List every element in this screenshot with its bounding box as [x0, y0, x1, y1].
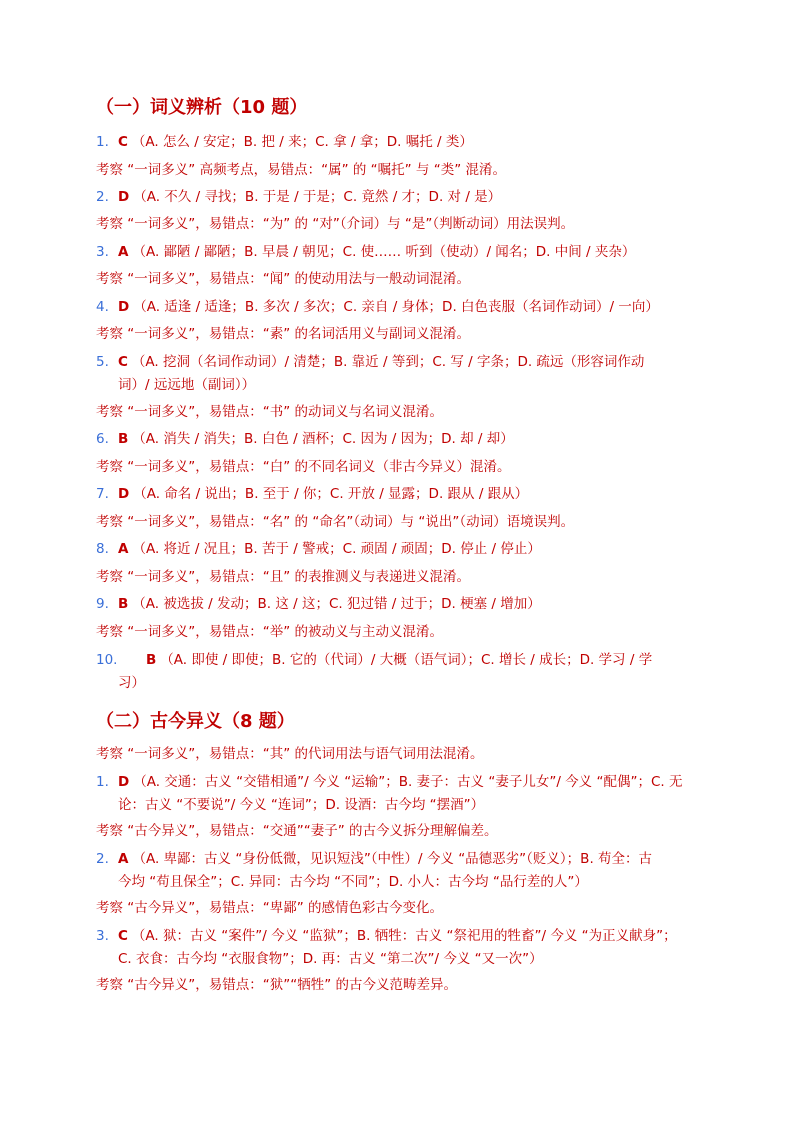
question-number: 10.	[96, 652, 118, 668]
answer-explanation: （A. 适逢 / 适逢；B. 多次 / 多次；C. 亲自 / 身体；D. 白色丧服（名词作动词）/ 一向）	[133, 299, 659, 315]
answer-explanation: （A. 鄙陋 / 鄙陋；B. 早晨 / 朝见；C. 使…… 听到（使动）/ 闻名；D. 中间 / 夹杂）	[132, 244, 636, 260]
answer-letter: C	[118, 354, 128, 370]
answer-explanation-cont: C. 衣食：古今均 “衣服食物”；D. 再：古义 “第二次”/ 今义 “又一次”）	[118, 951, 543, 967]
answer-explanation-cont: 词）/ 远远地（副词））	[118, 377, 256, 393]
answer-explanation: （A. 消失 / 消失；B. 白色 / 酒杯；C. 因为 / 因为；D. 却 / 却）	[132, 431, 514, 447]
section-2-title: （二）古今异义（8 题）	[96, 711, 295, 732]
answer-letter: B	[118, 431, 129, 447]
answer-explanation: （A. 交通：古义 “交错相通”/ 今义 “运输”；B. 妻子：古义 “妻子儿女”/ 今义 “配偶”；C. 无	[133, 774, 683, 790]
question-number: 4.	[96, 299, 109, 315]
answer-explanation-cont: 论：古义 “不要说”/ 今义 “连词”；D. 设酒：古今均 “摆酒”）	[118, 797, 485, 813]
answer-letter: A	[118, 244, 129, 260]
question-number: 5.	[96, 354, 109, 370]
answer-explanation: （A. 命名 / 说出；B. 至于 / 你；C. 开放 / 显露；D. 跟从 / 跟从）	[133, 486, 529, 502]
answer-letter: B	[146, 652, 157, 668]
question-note: 考察 “古今异义”，易错点：“交通”“妻子” 的古今义拆分理解偏差。	[96, 823, 498, 839]
question-4	[96, 296, 716, 319]
question-2-3	[96, 925, 716, 971]
answer-explanation: （A. 不久 / 寻找；B. 于是 / 于是；C. 竟然 / 才；D. 对 / 是）	[133, 189, 502, 205]
answer-letter: C	[118, 134, 128, 150]
question-7	[96, 483, 716, 506]
question-number: 2.	[96, 189, 109, 205]
question-2-2	[96, 848, 716, 894]
question-note: 考察 “一词多义”，易错点：“书” 的动词义与名词义混淆。	[96, 404, 444, 420]
answer-letter: D	[118, 774, 130, 790]
question-6	[96, 428, 716, 451]
question-number: 8.	[96, 541, 109, 557]
answer-letter: D	[118, 299, 130, 315]
answer-explanation-cont: 习）	[118, 675, 145, 691]
answer-explanation: （A. 被选拔 / 发动；B. 这 / 这；C. 犯过错 / 过于；D. 梗塞 / 增加）	[132, 596, 541, 612]
question-number: 3.	[96, 928, 109, 944]
question-note: 考察 “古今异义”，易错点：“卑鄙” 的感情色彩古今变化。	[96, 900, 444, 916]
answer-explanation: （A. 挖洞（名词作动词）/ 清楚；B. 靠近 / 等到；C. 写 / 字条；D. 疏远（形容词作动	[131, 354, 645, 370]
answer-explanation: （A. 狱：古义 “案件”/ 今义 “监狱”；B. 牺牲：古义 “祭祀用的牲畜”/ 今义 “为正义献身”；	[131, 928, 677, 944]
question-5	[96, 351, 716, 397]
answer-letter: C	[118, 928, 128, 944]
question-number: 6.	[96, 431, 109, 447]
question-note: 考察 “一词多义”，易错点：“且” 的表推测义与表递进义混淆。	[96, 569, 471, 585]
question-note: 考察 “一词多义” 高频考点，易错点：“属” 的 “嘱托” 与 “类” 混淆。	[96, 162, 506, 178]
question-number: 7.	[96, 486, 109, 502]
question-number: 3.	[96, 244, 109, 260]
section-2-intro: 考察 “一词多义”，易错点：“其” 的代词用法与语气词用法混淆。	[96, 746, 484, 762]
answer-letter: D	[118, 189, 130, 205]
answer-explanation: （A. 将近 / 况且；B. 苦于 / 警戒；C. 顽固 / 顽固；D. 停止 / 停止）	[132, 541, 541, 557]
question-10	[96, 649, 716, 695]
question-8	[96, 538, 716, 561]
question-1	[96, 131, 716, 154]
answer-explanation: （A. 即使 / 即使；B. 它的（代词）/ 大概（语气词）；C. 增长 / 成长；D. 学习 / 学	[160, 652, 653, 668]
answer-letter: A	[118, 851, 129, 867]
answer-letter: A	[118, 541, 129, 557]
question-note: 考察 “古今异义”，易错点：“狱”“牺牲” 的古今义范畴差异。	[96, 977, 458, 993]
question-note: 考察 “一词多义”，易错点：“为” 的 “对”（介词）与 “是”（判断动词）用法误判。	[96, 216, 575, 232]
question-note: 考察 “一词多义”，易错点：“举” 的被动义与主动义混淆。	[96, 624, 444, 640]
question-3	[96, 241, 716, 264]
question-note: 考察 “一词多义”，易错点：“闻” 的使动用法与一般动词混淆。	[96, 271, 471, 287]
answer-letter: D	[118, 486, 130, 502]
question-note: 考察 “一词多义”，易错点：“名” 的 “命名”（动词）与 “说出”（动词）语境误判。	[96, 514, 575, 530]
question-number: 1.	[96, 774, 109, 790]
answer-explanation: （A. 怎么 / 安定；B. 把 / 来；C. 拿 / 拿；D. 嘱托 / 类）	[131, 134, 473, 150]
question-note: 考察 “一词多义”，易错点：“白” 的不同名词义（非古今异义）混淆。	[96, 459, 511, 475]
question-number: 2.	[96, 851, 109, 867]
question-9	[96, 593, 716, 616]
answer-letter: B	[118, 596, 129, 612]
question-number: 9.	[96, 596, 109, 612]
answer-explanation-cont: 今均 “苟且保全”；C. 异同：古今均 “不同”；D. 小人：古今均 “品行差的人”）	[118, 874, 588, 890]
section-1-title: （一）词义辨析（10 题）	[96, 97, 308, 118]
question-number: 1.	[96, 134, 109, 150]
question-2-1	[96, 771, 716, 817]
answer-explanation: （A. 卑鄙：古义 “身份低微，见识短浅”（中性）/ 今义 “品德恶劣”（贬义）；B. 苟全：古	[132, 851, 653, 867]
question-note: 考察 “一词多义”，易错点：“素” 的名词活用义与副词义混淆。	[96, 326, 471, 342]
question-2	[96, 186, 716, 209]
